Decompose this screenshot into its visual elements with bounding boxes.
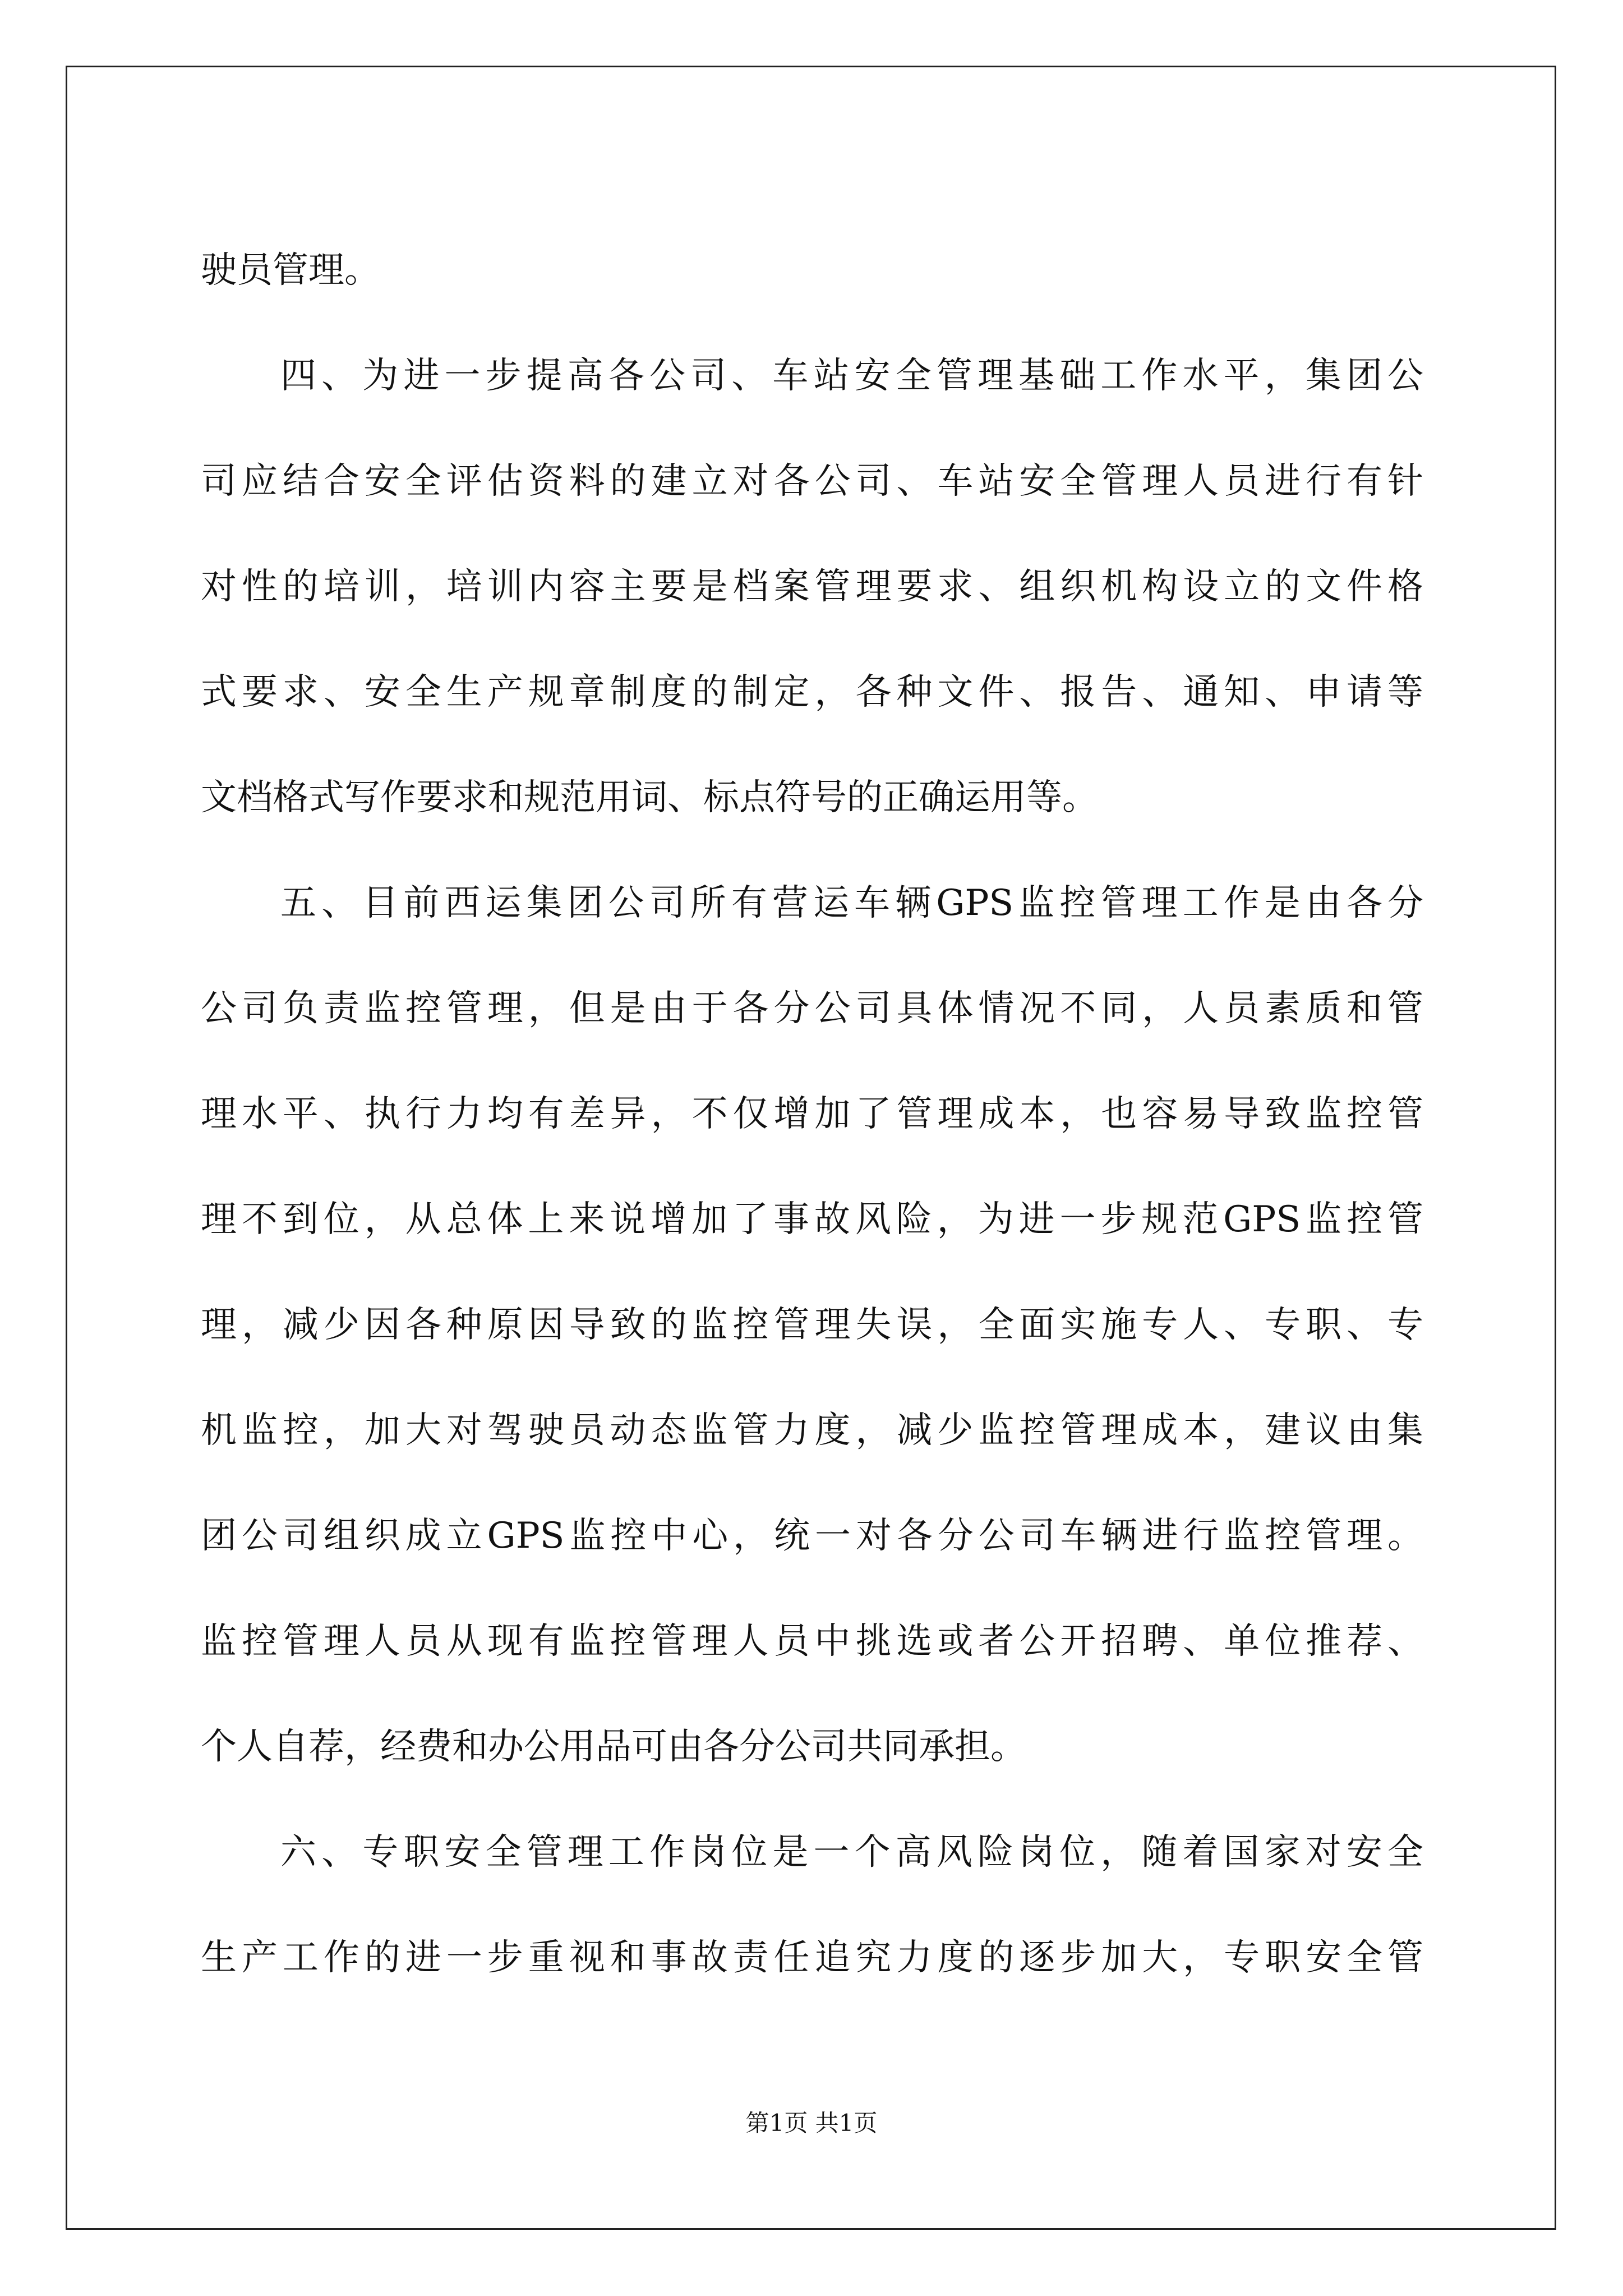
- paragraph-line: 司应结合安全评估资料的建立对各公司、车站安全管理人员进行有针: [201, 461, 1423, 502]
- page-number: 第1页 共1页: [745, 2109, 878, 2137]
- paragraph-line: 四、为进一步提高各公司、车站安全管理基础工作水平，集团公: [280, 355, 1423, 397]
- paragraph-line: 五、目前西运集团公司所有营运车辆GPS监控管理工作是由各分: [280, 882, 1423, 924]
- paragraph-line: 文档格式写作要求和规范用词、标点符号的正确运用等。: [201, 777, 1098, 818]
- paragraph-line: 理不到位，从总体上来说增加了事故风险，为进一步规范GPS监控管: [201, 1199, 1423, 1240]
- paragraph-line: 机监控，加大对驾驶员动态监管力度，减少监控管理成本，建议由集: [201, 1410, 1423, 1451]
- document-body: [201, 218, 1423, 2010]
- paragraph-line: 式要求、安全生产规章制度的制定，各种文件、报告、通知、申请等: [201, 671, 1423, 713]
- paragraph-line: 驶员管理。: [201, 250, 380, 291]
- paragraph-line: 公司负责监控管理，但是由于各分公司具体情况不同，人员素质和管: [201, 988, 1423, 1029]
- paragraph-line: 生产工作的进一步重视和事故责任追究力度的逐步加大，专职安全管: [201, 1937, 1423, 1978]
- paragraph-line: 理，减少因各种原因导致的监控管理失误，全面实施专人、专职、专: [201, 1304, 1423, 1346]
- paragraph-line: 理水平、执行力均有差异，不仅增加了管理成本，也容易导致监控管: [201, 1093, 1423, 1135]
- paragraph-line: 六、专职安全管理工作岗位是一个高风险岗位，随着国家对安全: [280, 1832, 1423, 1873]
- paragraph-line: 个人自荐，经费和办公用品可由各分公司共同承担。: [201, 1726, 1026, 1768]
- paragraph-line: 监控管理人员从现有监控管理人员中挑选或者公开招聘、单位推荐、: [201, 1621, 1423, 1662]
- paragraph-line: 团公司组织成立GPS监控中心，统一对各分公司车辆进行监控管理。: [201, 1515, 1423, 1557]
- paragraph-line: 对性的培训，培训内容主要是档案管理要求、组织机构设立的文件格: [201, 566, 1423, 608]
